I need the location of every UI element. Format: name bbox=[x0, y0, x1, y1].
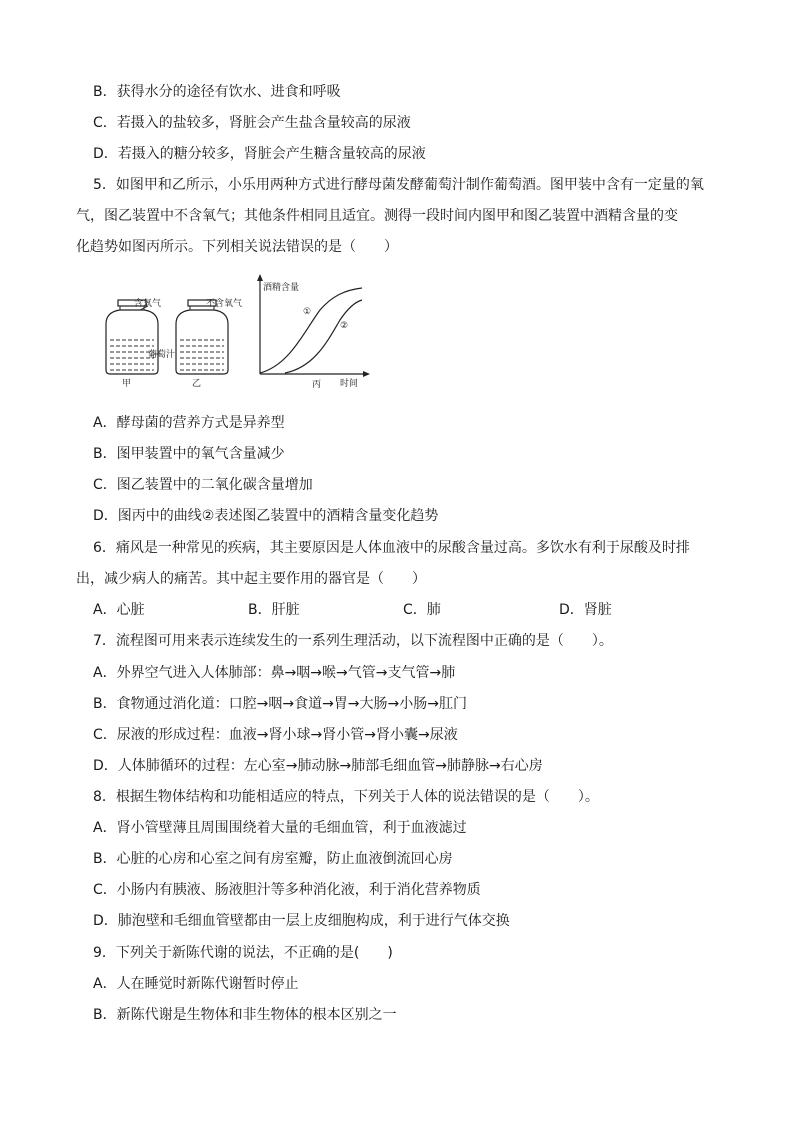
q8-option-a: A．肾小管壁薄且周围围绕着大量的毛细血管，利于血液滤过 bbox=[93, 820, 467, 836]
q5-figure bbox=[100, 270, 370, 390]
label-no-oxygen: 不含氧气 bbox=[206, 299, 243, 309]
q5-option-d: D．图丙中的曲线②表述图乙装置中的酒精含量变化趋势 bbox=[93, 508, 439, 524]
label-grape-juice: 葡萄汁 bbox=[148, 350, 176, 360]
q6-option-c: C．肺 bbox=[403, 602, 441, 618]
q5-option-c: C．图乙装置中的二氧化碳含量增加 bbox=[93, 477, 313, 493]
q8-option-b: B．心脏的心房和心室之间有房室瓣，防止血液倒流回心房 bbox=[93, 851, 453, 867]
q7-option-b: B．食物通过消化道：口腔→咽→食道→胃→大肠→小肠→肛门 bbox=[93, 696, 467, 712]
y-axis-label: 酒精含量 bbox=[263, 283, 300, 293]
q7-stem: 7．流程图可用来表示连续发生的一系列生理活动，以下流程图中正确的是（ ）。 bbox=[93, 633, 613, 649]
q5-stem-line3: 化趋势如图丙所示。下列相关说法错误的是（ ） bbox=[76, 239, 398, 255]
q5-stem-line2: 气，图乙装置中不含氧气；其他条件相同且适宜。测得一段时间内图甲和图乙装置中酒精含量的变 bbox=[76, 208, 678, 224]
jar-yi bbox=[176, 297, 242, 389]
q7-option-c: C．尿液的形成过程：血液→肾小球→肾小管→肾小囊→尿液 bbox=[93, 727, 458, 743]
q6-option-b: B．肝脏 bbox=[248, 602, 300, 618]
q4-option-c: C．若摄入的盐较多，肾脏会产生盐含量较高的尿液 bbox=[93, 115, 411, 131]
caption-bing: 丙 bbox=[312, 380, 322, 390]
q4-option-d: D．若摄入的糖分较多，肾脏会产生糖含量较高的尿液 bbox=[93, 146, 426, 162]
q8-option-d: D．肺泡壁和毛细血管壁都由一层上皮细胞构成，利于进行气体交换 bbox=[93, 913, 510, 929]
caption-jia: 甲 bbox=[122, 379, 132, 389]
q9-stem: 9．下列关于新陈代谢的说法，不正确的是( ) bbox=[93, 945, 393, 961]
q7-option-a: A．外界空气进入人体肺部：鼻→咽→喉→气管→支气管→肺 bbox=[93, 665, 456, 681]
q4-option-b: B．获得水分的途径有饮水、进食和呼吸 bbox=[93, 84, 341, 100]
q5-option-b: B．图甲装置中的氧气含量减少 bbox=[93, 446, 285, 462]
curve-2 bbox=[285, 300, 362, 373]
label-contains-oxygen: 含氧气 bbox=[134, 299, 162, 309]
jar-jia bbox=[106, 297, 161, 389]
curve-2-label: ② bbox=[340, 321, 349, 331]
q5-stem-line1: 5．如图甲和乙所示，小乐用两种方式进行酵母菌发酵葡萄汁制作葡萄酒。图甲装中含有一定量的氧 bbox=[93, 177, 704, 193]
q8-stem: 8．根据生物体结构和功能相适应的特点，下列关于人体的说法错误的是（ ）。 bbox=[93, 789, 599, 805]
q6-option-a: A．心脏 bbox=[93, 602, 145, 618]
q6-option-d: D．肾脏 bbox=[559, 602, 612, 618]
graph-bing bbox=[257, 274, 370, 390]
q8-option-c: C．小肠内有胰液、肠液胆汁等多种消化液，利于消化营养物质 bbox=[93, 882, 481, 898]
curve-1-label: ① bbox=[303, 307, 312, 317]
q7-option-d: D．人体肺循环的过程：左心室→肺动脉→肺部毛细血管→肺静脉→右心房 bbox=[93, 758, 543, 774]
q6-stem-line2: 出，减少病人的痛苦。其中起主要作用的器官是（ ） bbox=[76, 571, 426, 587]
q5-option-a: A．酵母菌的营养方式是异养型 bbox=[93, 415, 285, 431]
q6-stem-line1: 6．痛风是一种常见的疾病，其主要原因是人体血液中的尿酸含量过高。多饮水有利于尿酸及时排 bbox=[93, 540, 690, 556]
q9-option-a: A．人在睡觉时新陈代谢暂时停止 bbox=[93, 976, 299, 992]
caption-yi: 乙 bbox=[192, 379, 202, 389]
x-axis-label: 时间 bbox=[340, 379, 359, 389]
q9-option-b: B．新陈代谢是生物体和非生物体的根本区别之一 bbox=[93, 1007, 397, 1023]
